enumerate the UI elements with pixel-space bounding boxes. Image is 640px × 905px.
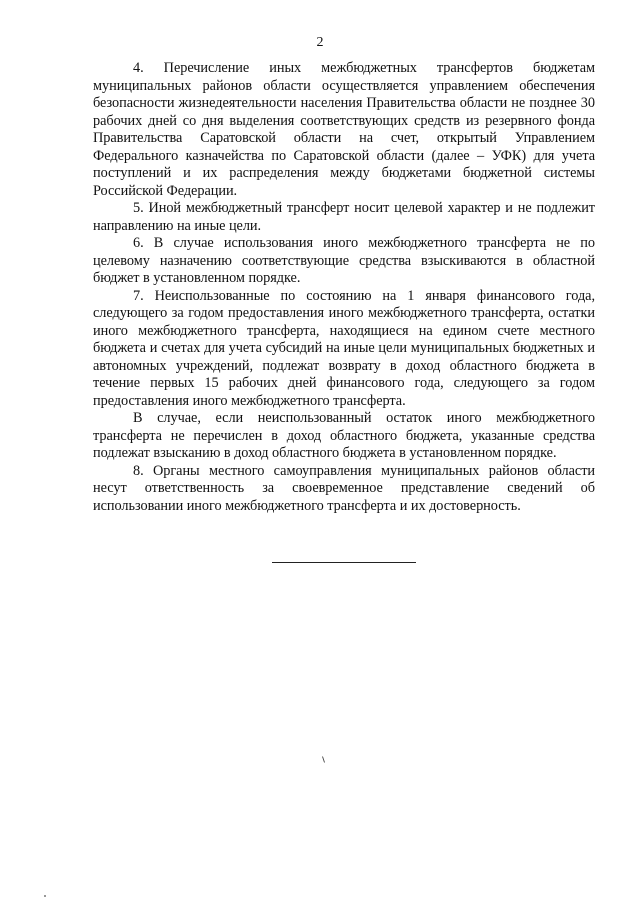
paragraph-item-8: 8. Органы местного самоуправления муниципальных районов области несут ответственность за своевременное представление сведений об использовании иного межбюджетного трансферта и их достоверность.: [93, 462, 595, 514]
document-body: [93, 60, 595, 515]
page-number: 2: [316, 35, 324, 50]
paragraph-item-7: 7. Неиспользованные по состоянию на 1 января финансового года, следующего за годом предоставления иного межбюджетного трансферта, остатки иного межбюджетного трансферта, находящиеся на едином счете местного бюджета и счетах для учета субсидий на иные цели муниципальных бюджетных и автономных учреждений, подлежат возврату в доход областного бюджета в течение первых 15 рабочих дней финансового года, следующего за годом предоставления иного межбюджетного трансферта.: [93, 287, 595, 409]
paragraph-item-6: 6. В случае использования иного межбюджетного трансферта не по целевому назначению соответствующие средства взыскиваются в областной бюджет в установленном порядке.: [93, 235, 595, 286]
stray-mark: [322, 756, 325, 763]
scan-speck: [44, 895, 46, 897]
end-separator-line: [272, 562, 416, 563]
paragraph-item-5: 5. Иной межбюджетный трансферт носит целевой характер и не подлежит направлению на иные цели.: [93, 200, 595, 234]
paragraph-item-4: 4. Перечисление иных межбюджетных трансфертов бюджетам муниципальных районов области осуществляется управлением обеспечения безопасности жизнедеятельности населения Правительства области не позднее 30 рабочих дней со дня выделения соответствующих средств из резервного фонда Правительства Саратовской области на счет, открытый Управлением Федерального казначейства по Саратовской области (далее – УФК) для учета поступлений и их распределения между бюджетами бюджетной системы Российской Федерации.: [93, 60, 595, 199]
paragraph-item-7-continuation: В случае, если неиспользованный остаток иного межбюджетного трансферта не перечислен в доход областного бюджета, указанные средства подлежат взысканию в доход областного бюджета в установленном порядке.: [93, 410, 595, 461]
